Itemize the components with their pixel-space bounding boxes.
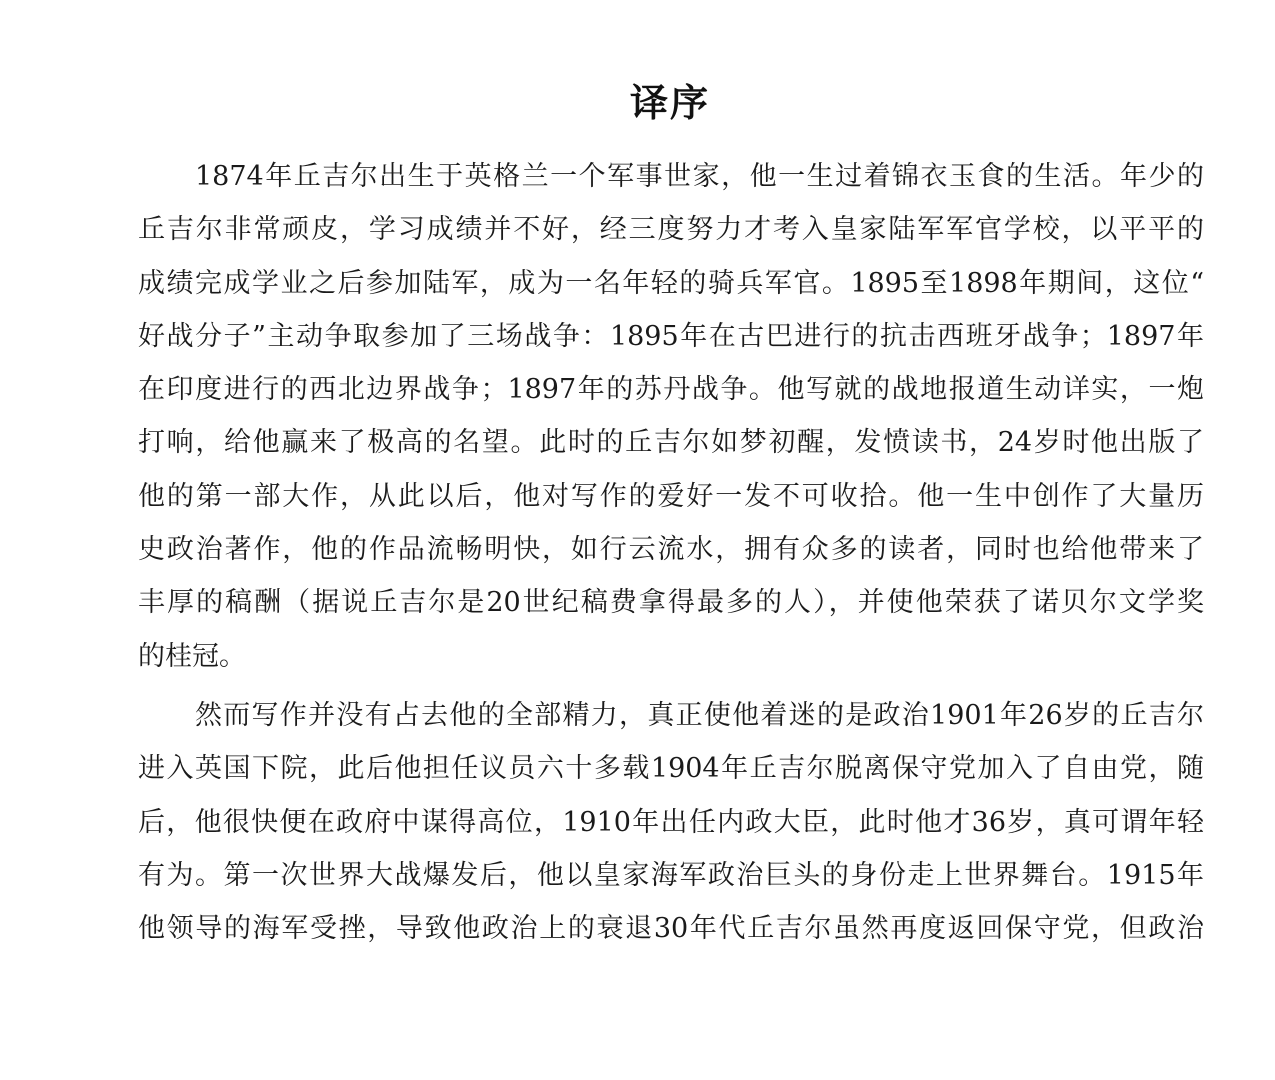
text-line: 在印度进行的西北边界战争；1897年的苏丹战争。他写就的战地报道生动详实，一炮 [138,374,1204,406]
text-line: 有为。第一次世界大战爆发后，他以皇家海军政治巨头的身份走上世界舞台。1915年 [138,859,1204,891]
text-line: 史政治著作，他的作品流畅明快，如行云流水，拥有众多的读者，同时也给他带来了 [138,534,1204,566]
text-line: 他的第一部大作，从此以后，他对写作的爱好一发不可收拾。他一生中创作了大量历 [138,480,1204,512]
text-line: 的桂冠。 [138,640,246,672]
text-line: 然而写作并没有占去他的全部精力，真正使他着迷的是政治1901年26岁的丘吉尔 [195,700,1204,731]
text-line: 后，他很快便在政府中谋得高位，1910年出任内政大臣，此时他才36岁，真可谓年轻 [138,806,1204,838]
text-line: 他领导的海军受挫，导致他政治上的衰退30年代丘吉尔虽然再度返回保守党，但政治 [138,913,1204,945]
text-line: 好战分子”主动争取参加了三场战争：1895年在古巴进行的抗击西班牙战争；1897年 [138,320,1204,352]
text-line: 进入英国下院，此后他担任议员六十多载1904年丘吉尔脱离保守党加入了自由党，随 [138,753,1204,785]
text-line: 丰厚的稿酬（据说丘吉尔是20世纪稿费拿得最多的人），并使他荣获了诺贝尔文学奖 [138,587,1204,619]
text-line: 1874年丘吉尔出生于英格兰一个军事世家，他一生过着锦衣玉食的生活。年少的 [195,161,1204,192]
text-line: 丘吉尔非常顽皮，学习成绩并不好，经三度努力才考入皇家陆军军官学校，以平平的 [138,214,1204,246]
page-title: 译序 [629,80,710,125]
text-line: 打响，给他赢来了极高的名望。此时的丘吉尔如梦初醒，发愤读书，24岁时他出版了 [138,427,1204,459]
text-line: 成绩完成学业之后参加陆军，成为一名年轻的骑兵军官。1895至1898年期间，这位“ [138,267,1204,299]
paragraph-2 [138,689,1204,955]
paragraph-1 [138,150,1204,683]
